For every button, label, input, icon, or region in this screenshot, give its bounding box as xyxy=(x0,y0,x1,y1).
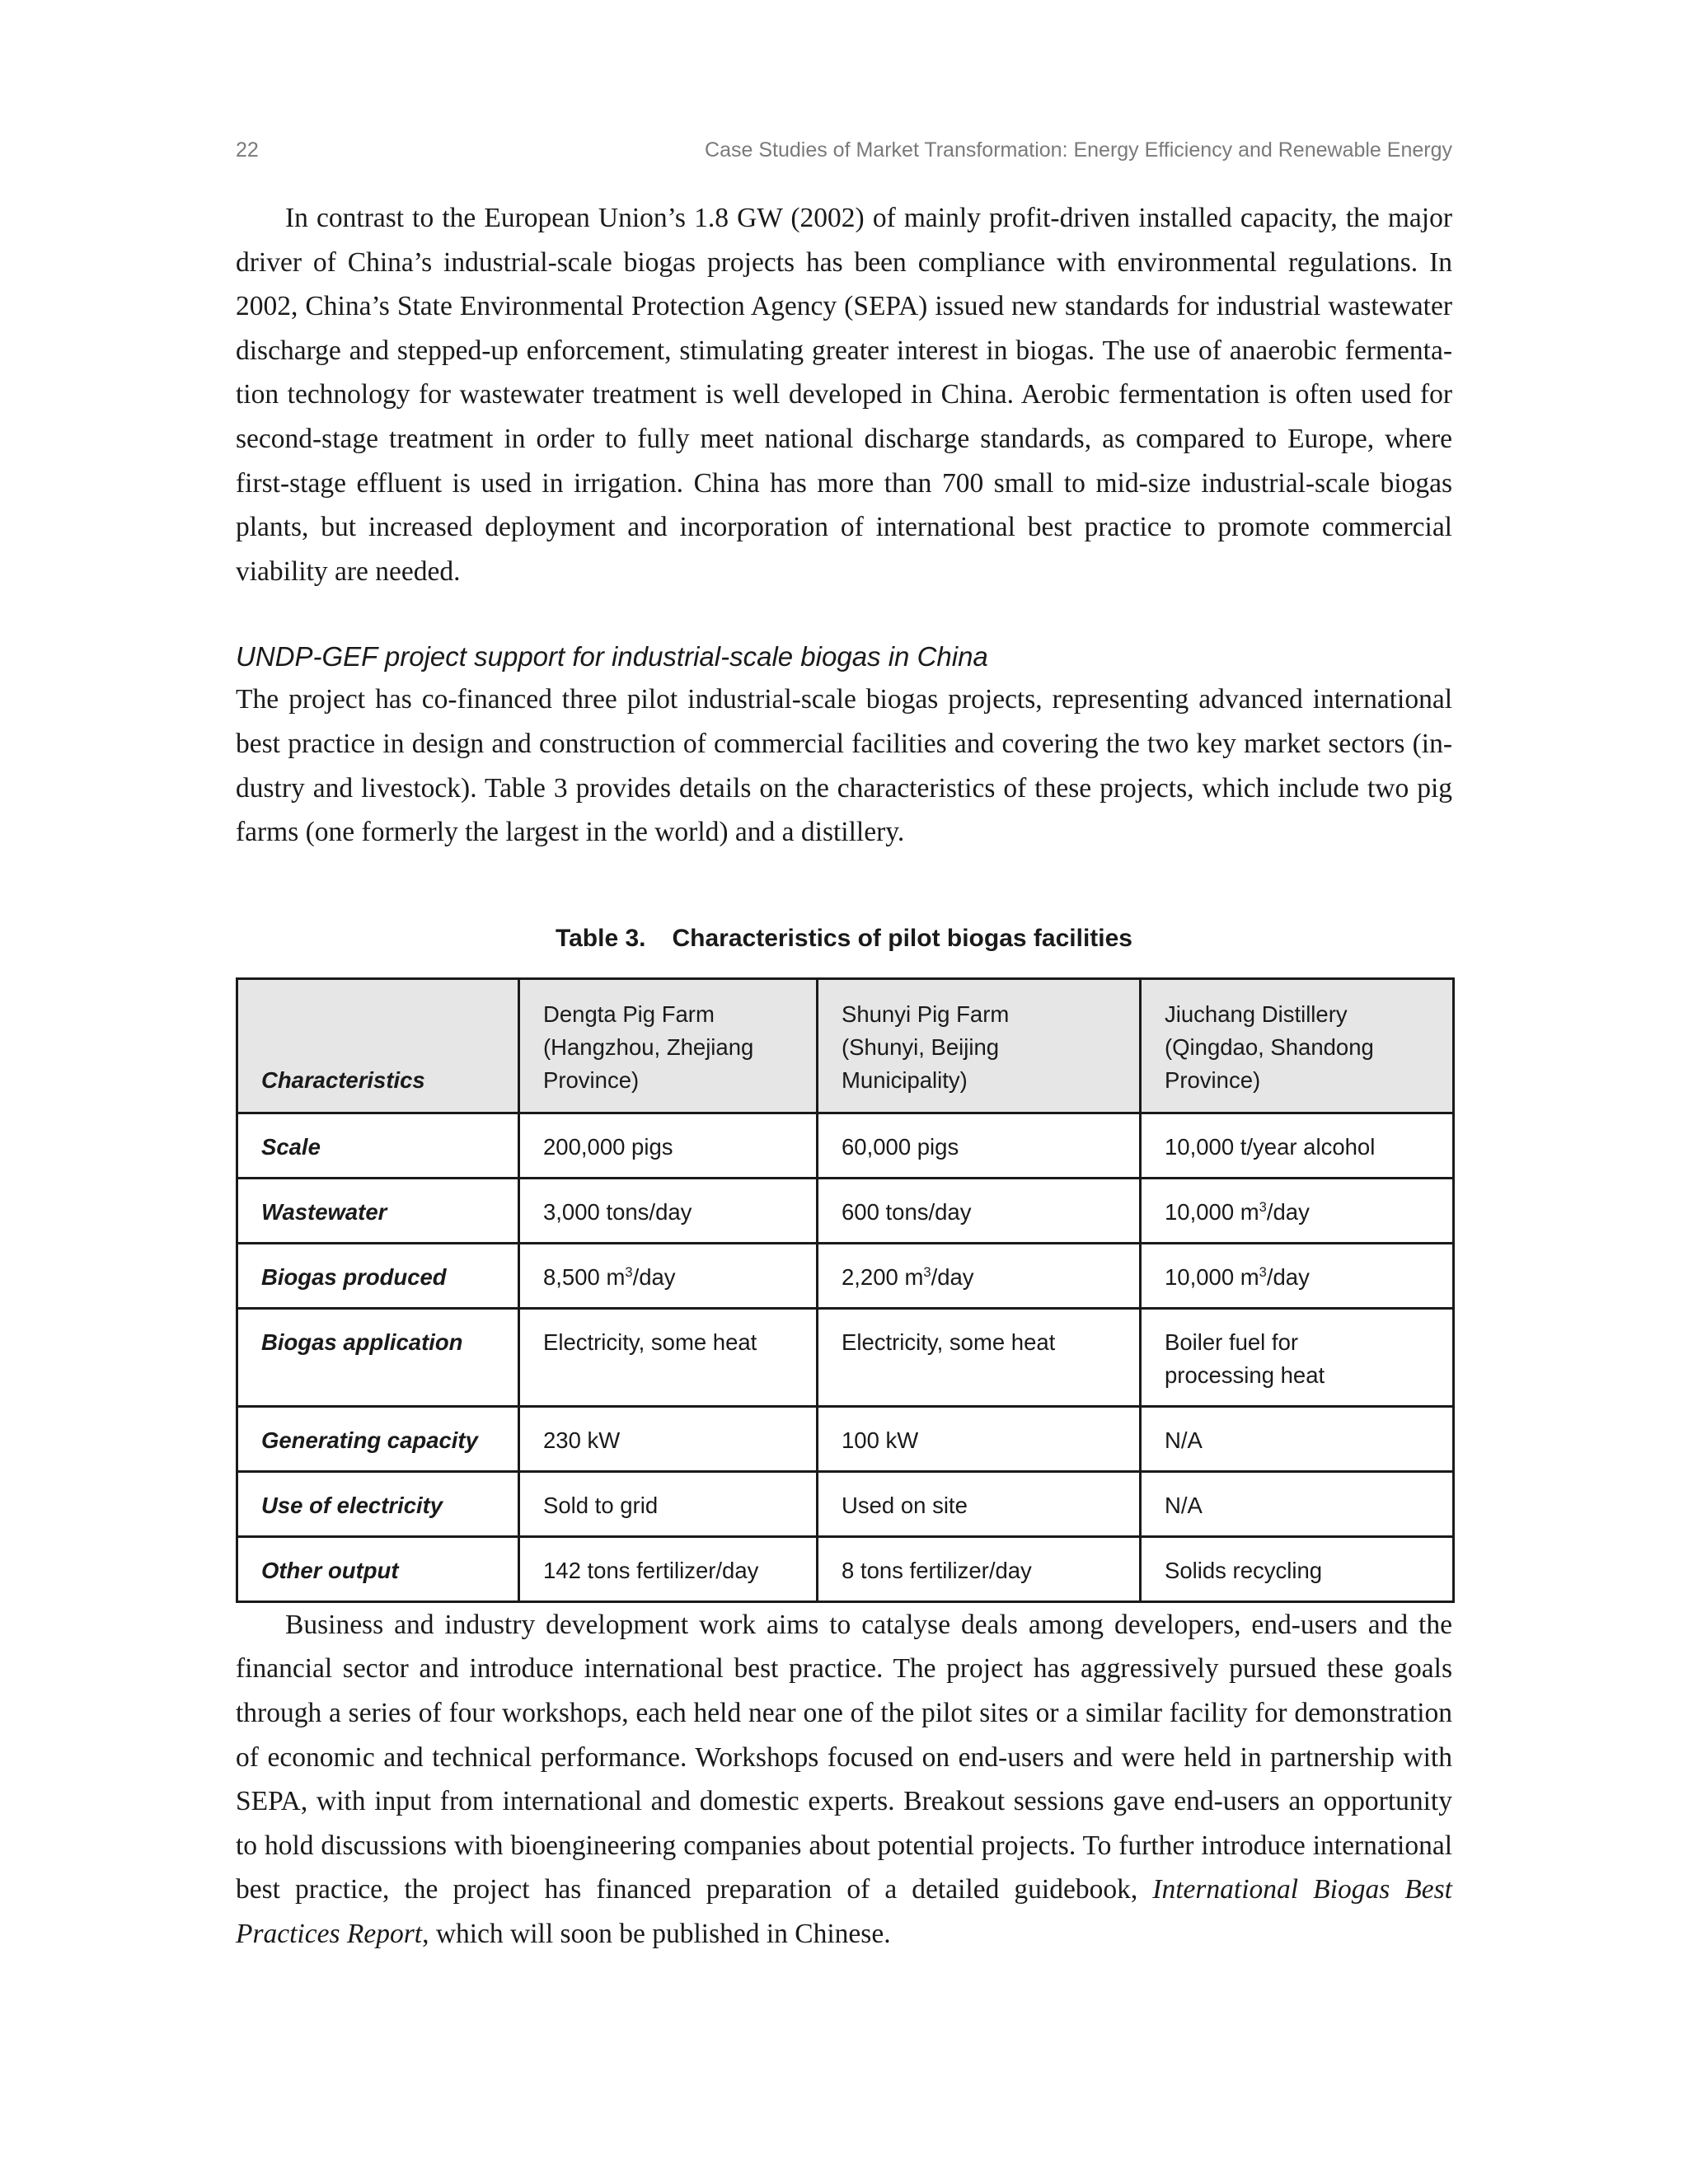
header-jiuchang-line1: Jiuchang Distillery xyxy=(1165,1001,1348,1027)
paragraph-business-development xyxy=(236,1603,1452,1957)
biogas-shunyi-exp: 3 xyxy=(923,1264,931,1280)
header-dengta-line1: Dengta Pig Farm xyxy=(543,1001,715,1027)
biogas-dengta-exp: 3 xyxy=(625,1264,633,1280)
cell-use-of-electricity-shunyi: Used on site xyxy=(818,1471,1141,1536)
cell-generating-capacity-jiuchang: N/A xyxy=(1141,1406,1454,1471)
header-dengta-line3: Province) xyxy=(543,1066,640,1093)
cell-other-output-dengta: 142 tons fertilizer/day xyxy=(519,1536,818,1601)
wastewater-jiuchang-unit: /day xyxy=(1266,1198,1310,1225)
table-row-wastewater xyxy=(237,1178,1454,1243)
paragraph-pilot-projects: The project has co-financed three pilot industrial-scale biogas projects, representing advanced international best practice in design and construction of commercial facilities and covering the two key market sectors (industry and livestock). Table 3 provides details on the characteristics of these projects, which include two pig farms (one formerly the largest in the world) and a distillery. xyxy=(236,684,1452,848)
cell-biogas-application-dengta: Electricity, some heat xyxy=(519,1308,818,1406)
table-caption xyxy=(236,922,1452,955)
cell-generating-capacity-dengta: 230 kW xyxy=(519,1406,818,1471)
row-label-use-of-electricity: Use of electricity xyxy=(237,1471,519,1536)
cell-wastewater-jiuchang xyxy=(1141,1178,1454,1243)
cell-biogas-produced-shunyi xyxy=(818,1243,1141,1308)
cell-wastewater-dengta: 3,000 tons/day xyxy=(519,1178,818,1243)
biogas-jiuchang-exp: 3 xyxy=(1259,1264,1267,1280)
row-label-biogas-produced: Biogas produced xyxy=(237,1243,519,1308)
page-number: 22 xyxy=(236,138,259,162)
row-label-other-output: Other output xyxy=(237,1536,519,1601)
cell-generating-capacity-shunyi: 100 kW xyxy=(818,1406,1141,1471)
table-row-biogas-application xyxy=(237,1308,1454,1406)
header-dengta-line2: (Hangzhou, Zhejiang xyxy=(543,1033,754,1060)
biogas-dengta-unit: /day xyxy=(632,1263,676,1290)
characteristics-table xyxy=(236,977,1455,1603)
table-caption-number: Table 3. xyxy=(556,924,646,952)
header-shunyi-line2: (Shunyi, Beijing xyxy=(842,1033,1000,1060)
cell-other-output-shunyi: 8 tons fertilizer/day xyxy=(818,1536,1141,1601)
cell-biogas-application-jiuchang xyxy=(1141,1308,1454,1406)
table-row-scale xyxy=(237,1113,1454,1178)
biogas-application-jiuchang-line1: Boiler fuel for xyxy=(1165,1329,1299,1355)
wastewater-jiuchang-exp: 3 xyxy=(1259,1199,1267,1215)
table-row-other-output xyxy=(237,1536,1454,1601)
biogas-shunyi-value: 2,200 m xyxy=(842,1263,924,1290)
header-characteristics: Characteristics xyxy=(237,978,519,1113)
biogas-shunyi-unit: /day xyxy=(931,1263,974,1290)
table-header-row xyxy=(237,978,1454,1113)
header-jiuchang xyxy=(1141,978,1454,1113)
cell-other-output-jiuchang: Solids recycling xyxy=(1141,1536,1454,1601)
biogas-application-jiuchang-line2: processing heat xyxy=(1165,1361,1325,1388)
header-jiuchang-line2: (Qingdao, Shandong xyxy=(1165,1033,1374,1060)
biogas-dengta-value: 8,500 m xyxy=(543,1263,626,1290)
cell-use-of-electricity-jiuchang: N/A xyxy=(1141,1471,1454,1536)
paragraph-biogas-eu-china: In contrast to the European Union’s 1.8 GW (2002) of mainly profit-driven installed capacity, the major driver of China’s industrial-scale biogas projects has been compliance with environmental regulations. In 2002, China’s State Environmental Protection Agency (SEPA) issued new standards for industrial wastewater discharge and stepped-up enforcement, stimulating greater interest in biogas. The use of anaerobic fermentation technology for wastewater treatment is well developed in China. Aerobic fermentation is often used for second-stage treatment in order to fully meet national discharge standards, as compared to Europe, where first-stage effluent is used in irrigation. China has more than 700 small to mid-size industrial-scale biogas plants, but increased deployment and incorporation of international best practice to promote commercial viability are needed. xyxy=(236,203,1452,587)
cell-biogas-application-shunyi: Electricity, some heat xyxy=(818,1308,1141,1406)
header-shunyi-line3: Municipality) xyxy=(842,1066,968,1093)
table-row-biogas-produced xyxy=(237,1243,1454,1308)
paragraph-3-text-before: Business and industry development work aims to catalyse deals among developers, end-users and the financial sector and introduce international best practice. The project has aggressively pursued these goals through a series of four workshops, each held near one of the pilot sites or a similar facility for demonstration of economic and technical performance. Workshops focused on end-users and were held in partnership with SEPA, with input from international and domestic experts. Breakout sessions gave end-users an opportunity to hold discussions with bioengineering companies about potential projects. To further introduce international best practice, the project has financed preparation of a detailed guidebook, xyxy=(236,1609,1452,1905)
cell-biogas-produced-jiuchang xyxy=(1141,1243,1454,1308)
running-head: Case Studies of Market Transformation: Energy Efficiency and Renewable Energy xyxy=(705,138,1452,162)
row-label-generating-capacity: Generating capacity xyxy=(237,1406,519,1471)
cell-wastewater-shunyi: 600 tons/day xyxy=(818,1178,1141,1243)
header-jiuchang-line3: Province) xyxy=(1165,1066,1261,1093)
cell-use-of-electricity-dengta: Sold to grid xyxy=(519,1471,818,1536)
section-heading: UNDP-GEF project support for industrial-scale biogas in China xyxy=(236,641,988,673)
table-row-use-of-electricity xyxy=(237,1471,1454,1536)
cell-scale-jiuchang: 10,000 t/year alcohol xyxy=(1141,1113,1454,1178)
guidebook-title: International Biogas Best Practices Report xyxy=(236,1874,1452,1949)
paragraph-3-text-after: , which will soon be published in Chinese. xyxy=(422,1918,891,1949)
cell-biogas-produced-dengta xyxy=(519,1243,818,1308)
header-shunyi xyxy=(818,978,1141,1113)
page-content xyxy=(236,196,1452,1956)
biogas-jiuchang-unit: /day xyxy=(1266,1263,1310,1290)
table-caption-title: Characteristics of pilot biogas facilities xyxy=(672,924,1132,952)
cell-scale-dengta: 200,000 pigs xyxy=(519,1113,818,1178)
header-dengta xyxy=(519,978,818,1113)
row-label-biogas-application: Biogas application xyxy=(237,1308,519,1406)
wastewater-jiuchang-value: 10,000 m xyxy=(1165,1198,1259,1225)
cell-scale-shunyi: 60,000 pigs xyxy=(818,1113,1141,1178)
table-row-generating-capacity xyxy=(237,1406,1454,1471)
row-label-wastewater: Wastewater xyxy=(237,1178,519,1243)
biogas-jiuchang-value: 10,000 m xyxy=(1165,1263,1259,1290)
header-shunyi-line1: Shunyi Pig Farm xyxy=(842,1001,1010,1027)
row-label-scale: Scale xyxy=(237,1113,519,1178)
